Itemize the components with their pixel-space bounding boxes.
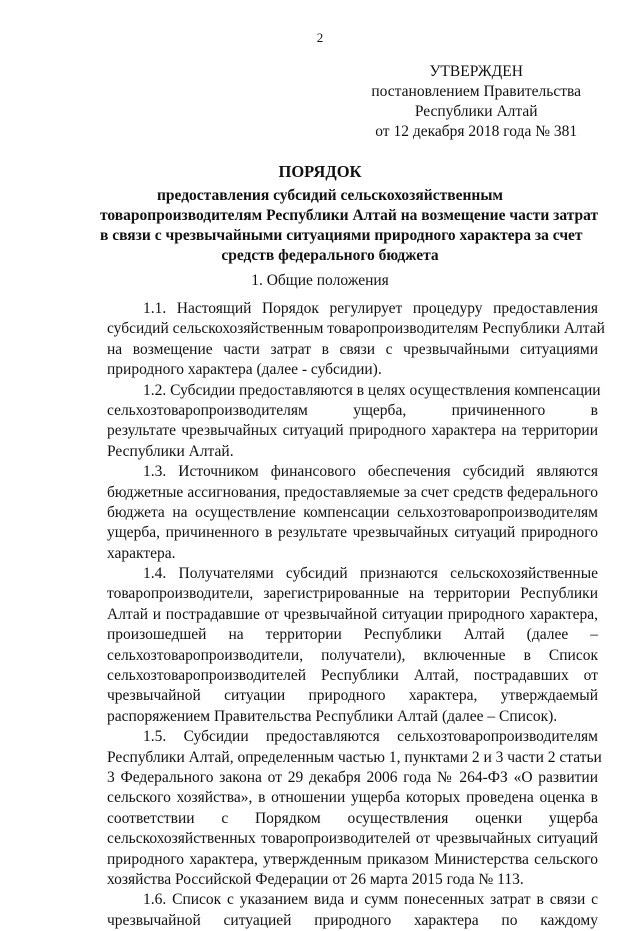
approval-line-4: от 12 декабря 2018 года № 381 <box>375 123 578 140</box>
paragraph-line: природного характера (далее - субсидии). <box>107 361 382 379</box>
paragraph-line: 1.6. Список с указанием вида и сумм понесенных затрат в связи с <box>143 891 598 909</box>
paragraph-line: бюджетные ассигнования, предоставляемые за счет средств федерального <box>107 483 598 501</box>
document-title: ПОРЯДОК <box>278 162 362 181</box>
paragraph-line: субсидий сельскохозяйственным товаропроизводителям Республики Алтай <box>107 320 605 338</box>
paragraph-line: Республики Алтай, определенным частью 1, пунктами 2 и 3 части 2 статьи <box>107 748 602 766</box>
paragraph-line: 1.4. Получателями субсидий признаются сельскохозяйственные <box>143 565 598 583</box>
paragraph-line: характера. <box>107 544 176 562</box>
paragraph-line: произошедшей на территории Республики Алтай (далее – <box>107 626 598 644</box>
paragraph-line: результате чрезвычайных ситуаций природного характера на территории <box>107 422 598 440</box>
approval-stamp <box>371 62 581 142</box>
paragraph-line: соответствии с Порядком осуществления оценки ущерба <box>107 809 598 827</box>
paragraph-line: товаропроизводители, зарегистрированные на территории Республики <box>107 585 598 603</box>
paragraph <box>107 890 598 931</box>
subtitle-line: товаропроизводителям Республики Алтай на возмещение части затрат <box>100 207 599 224</box>
paragraph-line: Республики Алтай. <box>107 442 234 460</box>
paragraph-line: 1.3. Источником финансового обеспечения субсидий являются <box>143 463 598 481</box>
paragraph-line: природного характера, утвержденным приказом Министерства сельского <box>107 850 598 868</box>
approval-line-3: Республики Алтай <box>414 103 538 120</box>
paragraph-line: 1.2. Субсидии предоставляются в целях осуществления компенсации <box>143 381 601 399</box>
paragraph-line: сельского хозяйства», в отношении ущерба которых проведена оценка в <box>107 789 598 807</box>
section-heading: 1. Общие положения <box>251 272 389 289</box>
paragraph-line: сельскохозяйственных товаропроизводителей от чрезвычайных ситуаций <box>107 830 598 848</box>
subtitle-line: предоставления субсидий сельскохозяйственным <box>156 187 503 204</box>
paragraph <box>107 299 605 381</box>
paragraph-line: чрезвычайной ситуацией природного характера по каждому <box>107 911 598 929</box>
paragraph-line: бюджета на осуществление компенсации сельхозтоваропроизводителям <box>107 503 598 521</box>
paragraph-line: 1.5. Субсидии предоставляются сельхозтоваропроизводителям <box>143 728 598 746</box>
paragraph-line: 3 Федерального закона от 29 декабря 2006 года № 264-ФЗ «О развитии <box>107 768 598 786</box>
subtitle-line: средств федерального бюджета <box>221 247 439 264</box>
paragraph-line: сельхозтоваропроизводители, получатели), включенные в Список <box>107 646 598 664</box>
paragraph-line: ущерба, причиненного в результате чрезвычайных ситуаций природного <box>107 524 598 542</box>
document-body <box>107 299 605 931</box>
paragraph-line: чрезвычайной ситуации природного характера, утверждаемый <box>107 687 598 705</box>
document-subtitle <box>100 186 599 266</box>
page-number: 2 <box>316 30 324 45</box>
paragraph-line: хозяйства Российской Федерации от 26 марта 2015 года № 113. <box>107 870 524 888</box>
approval-line-2: постановлением Правительства <box>371 83 581 100</box>
paragraph <box>107 727 602 890</box>
approval-line-1: УТВЕРЖДЕН <box>429 63 523 80</box>
paragraph <box>107 462 598 564</box>
paragraph-line: на возмещение части затрат в связи с чрезвычайными ситуациями <box>107 340 598 358</box>
paragraph-line: сельхозтоваропроизводителей Республики Алтай, пострадавших от <box>107 667 598 685</box>
paragraph-line: Алтай и пострадавшие от чрезвычайной ситуации природного характера, <box>107 605 598 623</box>
subtitle-line: в связи с чрезвычайными ситуациями природного характера за счет <box>100 227 583 244</box>
paragraph <box>107 564 598 727</box>
paragraph-line: сельхозтоваропроизводителям ущерба, причиненного в <box>107 401 598 419</box>
paragraph-line: распоряжением Правительства Республики Алтай (далее – Список). <box>107 707 558 725</box>
paragraph <box>107 381 601 463</box>
paragraph-line: 1.1. Настоящий Порядок регулирует процедуру предоставления <box>143 300 598 317</box>
